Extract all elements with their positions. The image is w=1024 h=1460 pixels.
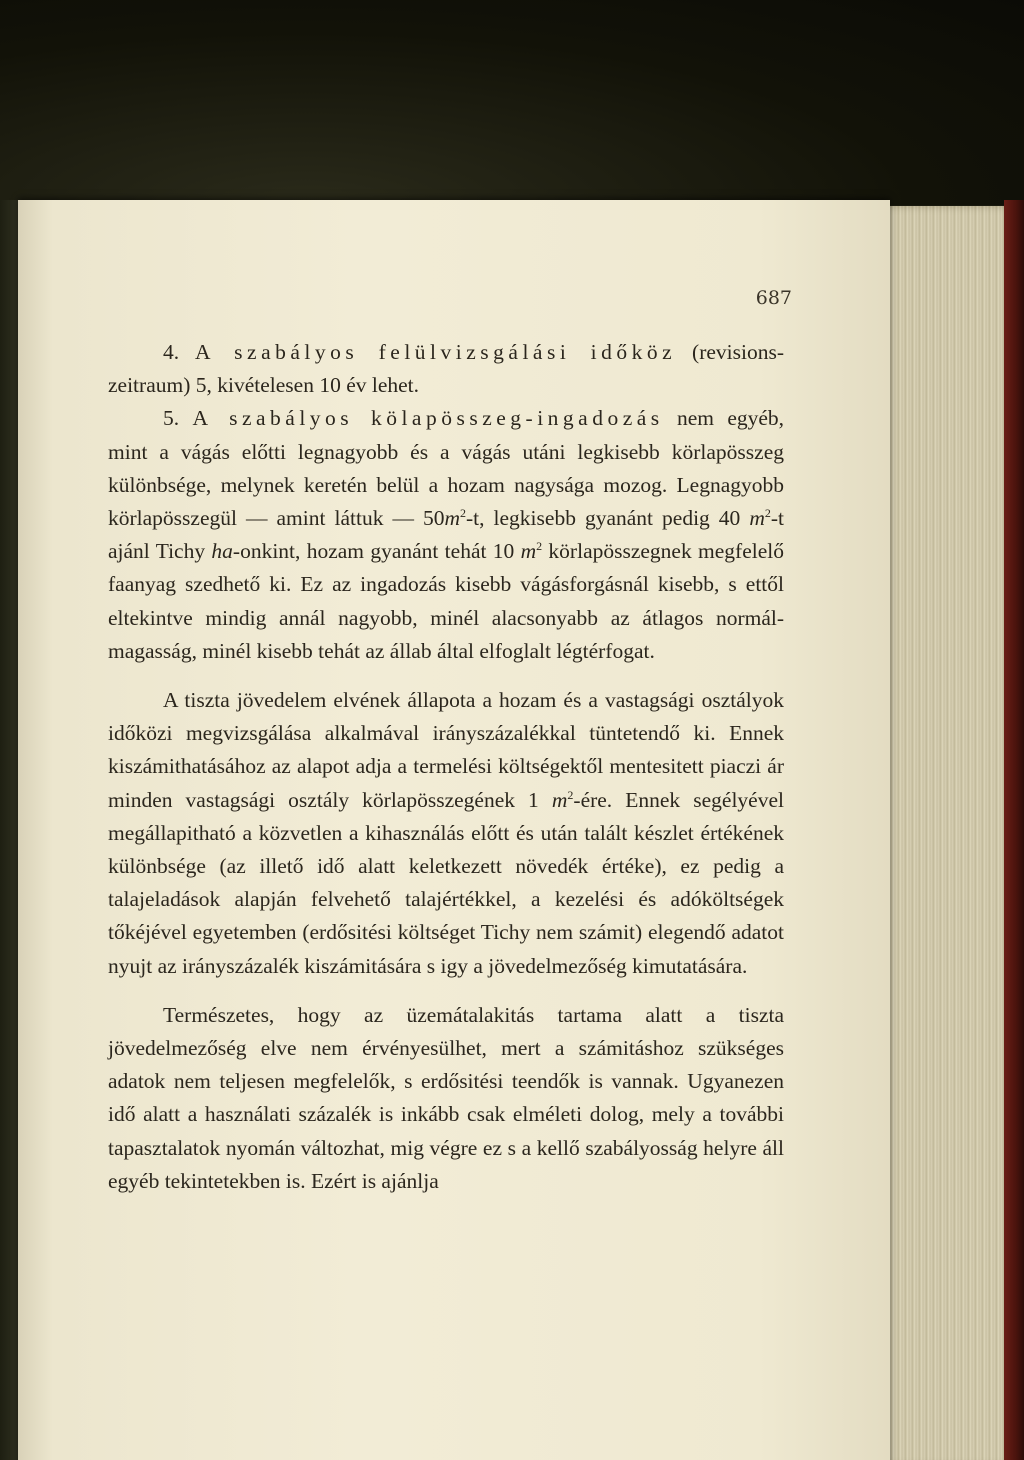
page-body <box>108 336 784 1198</box>
paragraph-text: nem egyéb, mint a vágás előtti legnagyobb és a vágás utáni legkisebb körlapösszeg különbsége, melynek keretén belül a hozam nagysága mozog. Legnagyobb körlapösszegül — amint láttuk — 50 <box>108 406 785 531</box>
paragraph-termeszetes <box>108 999 784 1198</box>
item-number: 5. <box>163 406 180 431</box>
page-edges <box>876 206 1004 1460</box>
paragraph-text: -ére. Ennek segélyével megállapitható a közvetlen a kihasználás előtt és után talált készlet értékének különbsége (az illető idő alatt keletkezett növedék értéke), ez pedig a talajeladások alapján felvehető talajértékkel, a kezelési és adóköltségek tőkéjével egyetemben (erdősitési költséget Tichy nem számit) elegendő adatot nyujt az irányszázalék kiszámitására s igy a jövedelmezőség kimutatására. <box>108 787 784 978</box>
superscript: 2 <box>460 506 467 521</box>
spaced-term: A szabályos felülvizsgálási időköz <box>194 340 677 364</box>
book-cover-left <box>0 200 18 1460</box>
superscript: 2 <box>536 539 543 554</box>
page-number: 687 <box>755 287 792 309</box>
background-top <box>0 0 1024 205</box>
paragraph-4 <box>108 336 784 402</box>
superscript: 2 <box>567 787 574 802</box>
paragraph-text: körlapösszegnek megfelelő faanyag szedhető ki. Ez az ingadozás kisebb vágásforgásnál kisebb, s ettől eltekintve mindig annál nagyobb, minél alacsonyabb az átlagos normál-magasság, minél kisebb tehát az állab által elfoglalt légtérfogat. <box>108 539 784 663</box>
unit-m: m <box>520 539 537 564</box>
unit-ha: ha <box>211 539 233 564</box>
book-cover-right <box>1004 200 1024 1460</box>
paragraph-text: (revisions-zeitraum) 5, kivételesen 10 év lehet. <box>108 340 784 398</box>
paragraph-text: -t, legkisebb gyanánt pedig 40 <box>466 506 741 531</box>
spaced-term: A szabályos kölapösszeg-ingadozás <box>192 406 664 431</box>
superscript: 2 <box>764 506 771 521</box>
paragraph-text: -onkint, hozam gyanánt tehát 10 <box>232 539 521 564</box>
unit-m: m <box>444 506 461 531</box>
unit-m: m <box>749 506 765 531</box>
paragraph-5 <box>108 402 784 668</box>
paragraph-text: -t ajánl Tichy <box>108 506 784 564</box>
item-number: 4. <box>163 340 180 364</box>
unit-m: m <box>551 787 568 812</box>
paragraph-text: A tiszta jövedelem elvének állapota a hozam és a vastagsági osztályok időközi megvizsgálása alkalmával irányszázalékkal tüntetendő ki. Ennek kiszámithatásához az alapot adja a termelési költségektől mentesitett piaczi ár minden vastagsági osztály körlapösszegének 1 <box>108 688 784 812</box>
paragraph-tiszta-jovedelem <box>108 684 784 983</box>
paragraph-text: Természetes, hogy az üzemátalakitás tartama alatt a tiszta jövedelmezőség elve nem érvényesülhet, mert a számitáshoz szükséges adatok nem teljesen megfelelők, s erdősitési teendők is vannak. Ugyanezen idő alatt a használati százalék is inkább csak elméleti dolog, mely a további tapasztalatok nyomán változhat, mig végre ez s a kellő szabályosság helyre áll egyéb tekintetekben is. Ezért is ajánlja <box>108 1002 784 1193</box>
